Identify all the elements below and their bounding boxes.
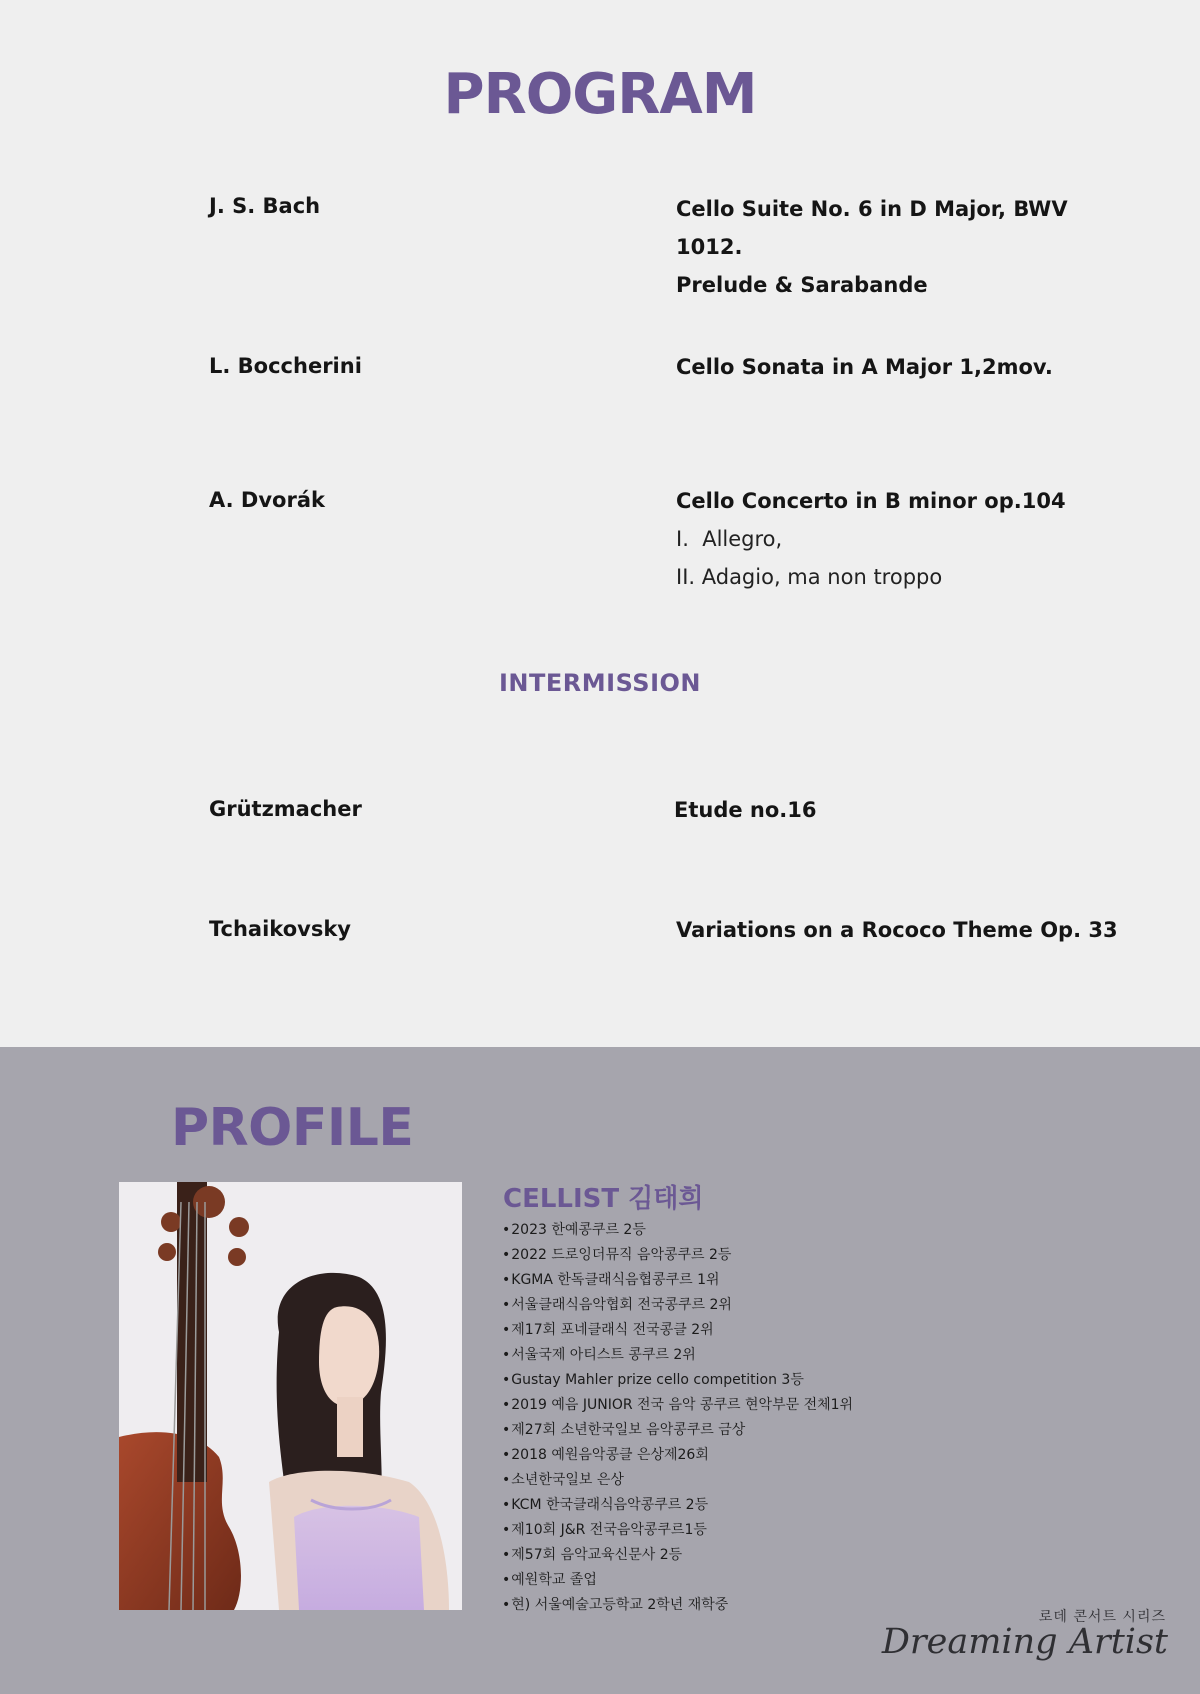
work-title: Variations on a Rococo Theme Op. 33 [676,918,1118,942]
composer-name: Tchaikovsky [209,917,351,941]
work-block [676,911,1136,949]
list-item: • KGMA 한독클래식음협콩쿠르 1위 [502,1268,853,1293]
series-name-korean: 로데 콘서트 시리즈 [1038,1609,1166,1625]
list-item: • 2018 예원음악콩클 은상제26회 [502,1443,853,1468]
movement-line: I. Allegro, [676,527,783,551]
list-item: • 2022 드로잉더뮤직 음악콩쿠르 2등 [502,1243,853,1268]
achievement-list [502,1218,853,1618]
list-item: • 서울국제 아티스트 콩쿠르 2위 [502,1343,853,1368]
cellist-portrait-illustration [119,1182,462,1610]
list-item: • 제10회 J&R 전국음악콩쿠르1등 [502,1518,853,1543]
list-item: • 제17회 포네클래식 전국콩클 2위 [502,1318,853,1343]
composer-name: L. Boccherini [209,354,362,378]
work-block [676,348,1136,386]
list-item: • Gustay Mahler prize cello competition 3등 [502,1368,853,1393]
work-title: Cello Suite No. 6 in D Major, BWV 1012. [676,197,1068,259]
composer-name: A. Dvorák [209,488,325,512]
movement-line: II. Adagio, ma non troppo [676,565,943,589]
list-item: • 제27회 소년한국일보 음악콩쿠르 금상 [502,1418,853,1443]
work-title: Cello Sonata in A Major 1,2mov. [676,355,1053,379]
intermission-label: INTERMISSION [499,669,701,697]
list-item: • 소년한국일보 은상 [502,1468,853,1493]
composer-name: Grützmacher [209,797,362,821]
list-item: • 예원학교 졸업 [502,1568,853,1593]
work-block [676,482,1136,596]
cellist-name-heading: CELLIST 김태희 [503,1184,704,1214]
work-title: Cello Concerto in B minor op.104 [676,489,1066,513]
list-item: • 2019 예음 JUNIOR 전국 음악 콩쿠르 현악부문 전체1위 [502,1393,853,1418]
program-heading: PROGRAM [443,62,757,127]
work-title: Etude no.16 [674,798,817,822]
composer-name: J. S. Bach [209,194,321,218]
list-item: • 2023 한예콩쿠르 2등 [502,1218,853,1243]
work-block [676,190,1136,304]
list-item: • KCM 한국클래식음악콩쿠르 2등 [502,1493,853,1518]
work-subtitle: Prelude & Sarabande [676,273,928,297]
series-logo-text: Dreaming Artist [881,1622,1168,1662]
profile-heading: PROFILE [171,1098,414,1158]
work-block [674,791,1134,829]
list-item: • 서울클래식음악협회 전국콩쿠르 2위 [502,1293,853,1318]
list-item: • 제57회 음악교육신문사 2등 [502,1543,853,1568]
cellist-photo [119,1182,462,1610]
list-item: • 현) 서울예술고등학교 2학년 재학중 [502,1593,853,1618]
